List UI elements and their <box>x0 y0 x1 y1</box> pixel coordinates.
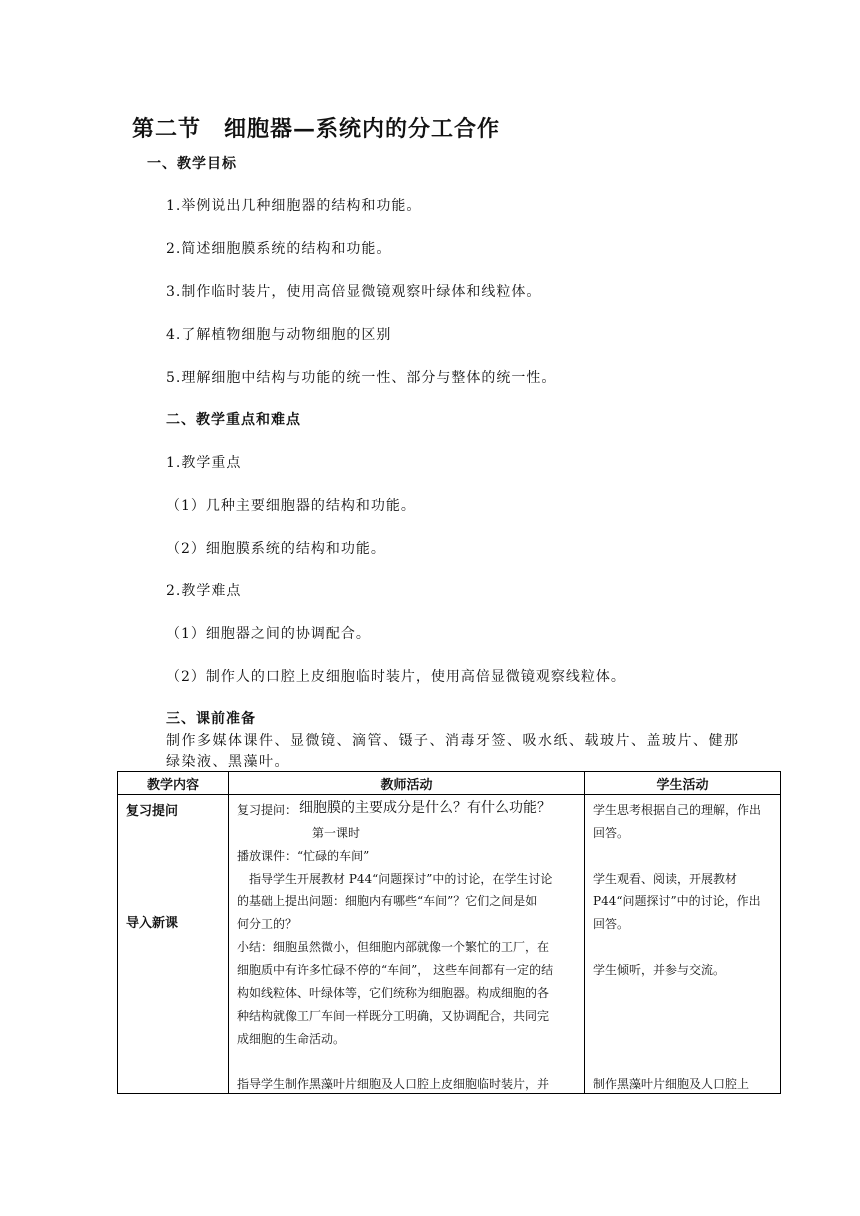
header-content: 教学内容 <box>118 772 229 795</box>
section-heading-objectives: 一、教学目标 <box>147 156 237 172</box>
content-label-review: 复习提问 <box>126 804 179 819</box>
page-title: 第二节 细胞器—系统内的分工合作 <box>132 116 501 142</box>
student-cell <box>585 795 781 1094</box>
objective-item: 2.简述细胞膜系统的结构和功能。 <box>166 241 392 257</box>
difficulties-title: 2.教学难点 <box>166 583 242 599</box>
difficulty-item: （2）制作人的口腔上皮细胞临时装片，使用高倍显微镜观察线粒体。 <box>166 669 626 685</box>
teacher-line: 播放课件：“忙碌的车间” <box>237 849 370 863</box>
objective-item: 4.了解植物细胞与动物细胞的区别 <box>166 327 392 343</box>
teacher-line: 构如线粒体、叶绿体等，它们统称为细胞器。构成细胞的各 <box>237 986 550 1000</box>
student-line: 回答。 <box>593 826 630 840</box>
teacher-cell <box>229 795 585 1094</box>
student-line: 学生观看、阅读，开展教材 <box>593 872 738 886</box>
header-teacher: 教师活动 <box>229 772 585 795</box>
preparation-line: 制作多媒体课件、显微镜、滴管、镊子、消毒牙签、吸水纸、载玻片、盖玻片、健那 <box>166 733 740 749</box>
student-line: 学生思考根据自己的理解，作出 <box>593 803 762 817</box>
content-cell <box>118 795 229 1094</box>
objective-item: 3.制作临时装片，使用高倍显微镜观察叶绿体和线粒体。 <box>166 284 542 300</box>
objective-item: 1.举例说出几种细胞器的结构和功能。 <box>166 198 422 214</box>
teacher-line: 的基础上提出问题：细胞内有哪些“车间”？它们之间是如 <box>237 894 538 908</box>
student-line: 回答。 <box>593 917 630 931</box>
key-point-item: （2）细胞膜系统的结构和功能。 <box>166 541 386 557</box>
teacher-line: 第一课时 <box>312 826 361 840</box>
teacher-line: 复习提问： <box>237 803 298 817</box>
preparation-line: 绿染液、黑藻叶。 <box>166 754 290 770</box>
teacher-line: 指导学生制作黑藻叶片细胞及人口腔上皮细胞临时装片，并 <box>237 1077 550 1091</box>
section-heading-key-points: 二、教学重点和难点 <box>166 412 301 428</box>
teacher-line: 细胞质中有许多忙碌不停的“车间”， 这些车间都有一定的结 <box>237 963 554 977</box>
teacher-line: 小结：细胞虽然微小，但细胞内部就像一个繁忙的工厂，在 <box>237 940 550 954</box>
key-points-title: 1.教学重点 <box>166 455 242 471</box>
section-heading-preparation: 三、课前准备 <box>166 711 256 727</box>
teacher-line: 种结构就像工厂车间一样既分工明确，又协调配合，共同完 <box>237 1009 550 1023</box>
student-line: P44“问题探讨”中的讨论，作出 <box>593 894 761 908</box>
key-point-item: （1）几种主要细胞器的结构和功能。 <box>166 498 416 514</box>
student-line: 制作黑藻叶片细胞及人口腔上 <box>593 1077 750 1091</box>
difficulty-item: （1）细胞器之间的协调配合。 <box>166 626 371 642</box>
teacher-line: 何分工的？ <box>237 917 298 931</box>
header-student: 学生活动 <box>585 772 781 795</box>
table-header-row <box>118 772 781 795</box>
student-line: 学生倾听，并参与交流。 <box>593 963 726 977</box>
table-row <box>118 795 781 1094</box>
content-label-intro: 导入新课 <box>126 916 179 931</box>
lesson-plan-table <box>117 771 781 1094</box>
teacher-line: 成细胞的生命活动。 <box>237 1032 346 1046</box>
objective-item: 5.理解细胞中结构与功能的统一性、部分与整体的统一性。 <box>166 370 557 386</box>
teacher-line: 指导学生开展教材 P44“问题探讨”中的讨论，在学生讨论 <box>249 872 553 886</box>
teacher-line: 细胞膜的主要成分是什么？有什么功能？ <box>299 800 551 816</box>
